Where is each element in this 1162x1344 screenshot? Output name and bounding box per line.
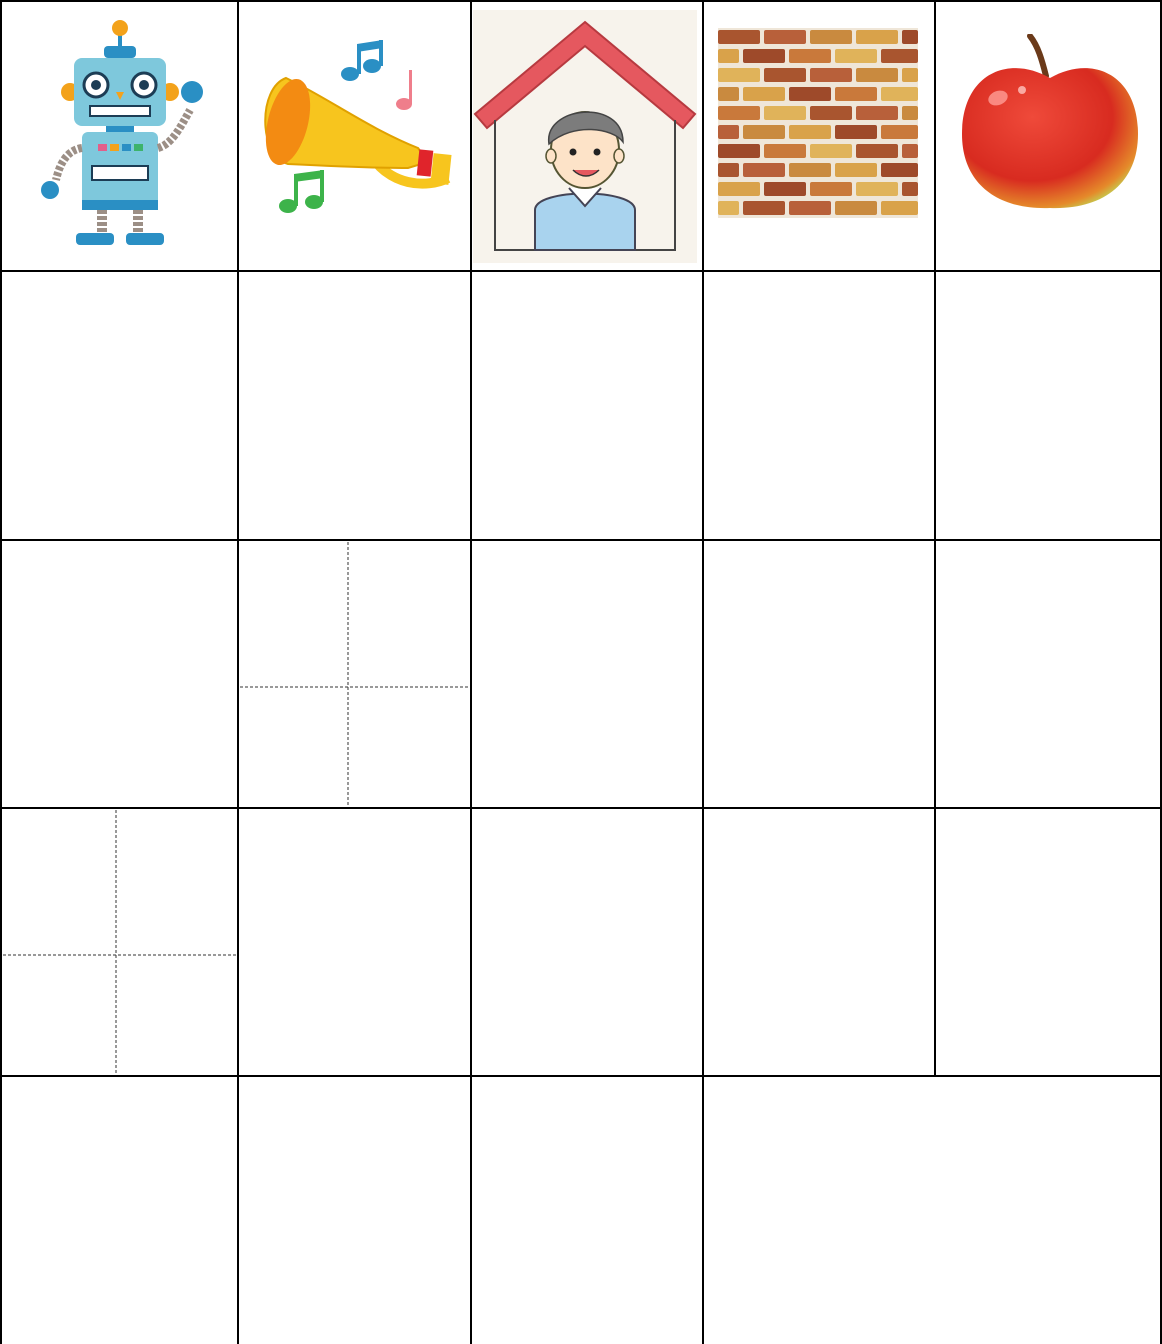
brick [718, 182, 760, 196]
brick [764, 68, 806, 82]
brick [881, 201, 918, 215]
brick [789, 125, 831, 139]
brick [856, 30, 898, 44]
brick [835, 201, 877, 215]
brick [902, 144, 918, 158]
brick [718, 144, 760, 158]
brick [856, 144, 898, 158]
brick [881, 87, 918, 101]
brick [718, 49, 739, 63]
trumpet-with-music-notes-icon [258, 38, 458, 218]
boy-in-house-icon [473, 10, 697, 263]
brick [764, 182, 806, 196]
brick [718, 87, 739, 101]
brick [902, 182, 918, 196]
brick [856, 182, 898, 196]
brick [810, 144, 852, 158]
brick [743, 87, 785, 101]
brick [743, 201, 785, 215]
brick [789, 49, 831, 63]
brick [764, 144, 806, 158]
brick [743, 49, 785, 63]
brick [718, 125, 739, 139]
brick [718, 30, 760, 44]
brick [810, 182, 852, 196]
brick [902, 106, 918, 120]
brick [764, 106, 806, 120]
brick [902, 30, 918, 44]
brick [810, 68, 852, 82]
brick [718, 106, 760, 120]
brick [743, 125, 785, 139]
brick [856, 68, 898, 82]
brick [789, 201, 831, 215]
robot-icon [30, 20, 210, 250]
brick [810, 30, 852, 44]
brick [835, 125, 877, 139]
brick [718, 201, 739, 215]
apple-icon [958, 34, 1142, 214]
brick [881, 163, 918, 177]
brick [743, 163, 785, 177]
brick [718, 163, 739, 177]
brick [881, 49, 918, 63]
brick [789, 163, 831, 177]
brick [881, 125, 918, 139]
brick [764, 30, 806, 44]
brick [835, 163, 877, 177]
brick [835, 49, 877, 63]
brick [856, 106, 898, 120]
brick [902, 68, 918, 82]
brick [789, 87, 831, 101]
brick [835, 87, 877, 101]
brick-wall-icon [718, 28, 918, 218]
brick [810, 106, 852, 120]
brick [718, 68, 760, 82]
